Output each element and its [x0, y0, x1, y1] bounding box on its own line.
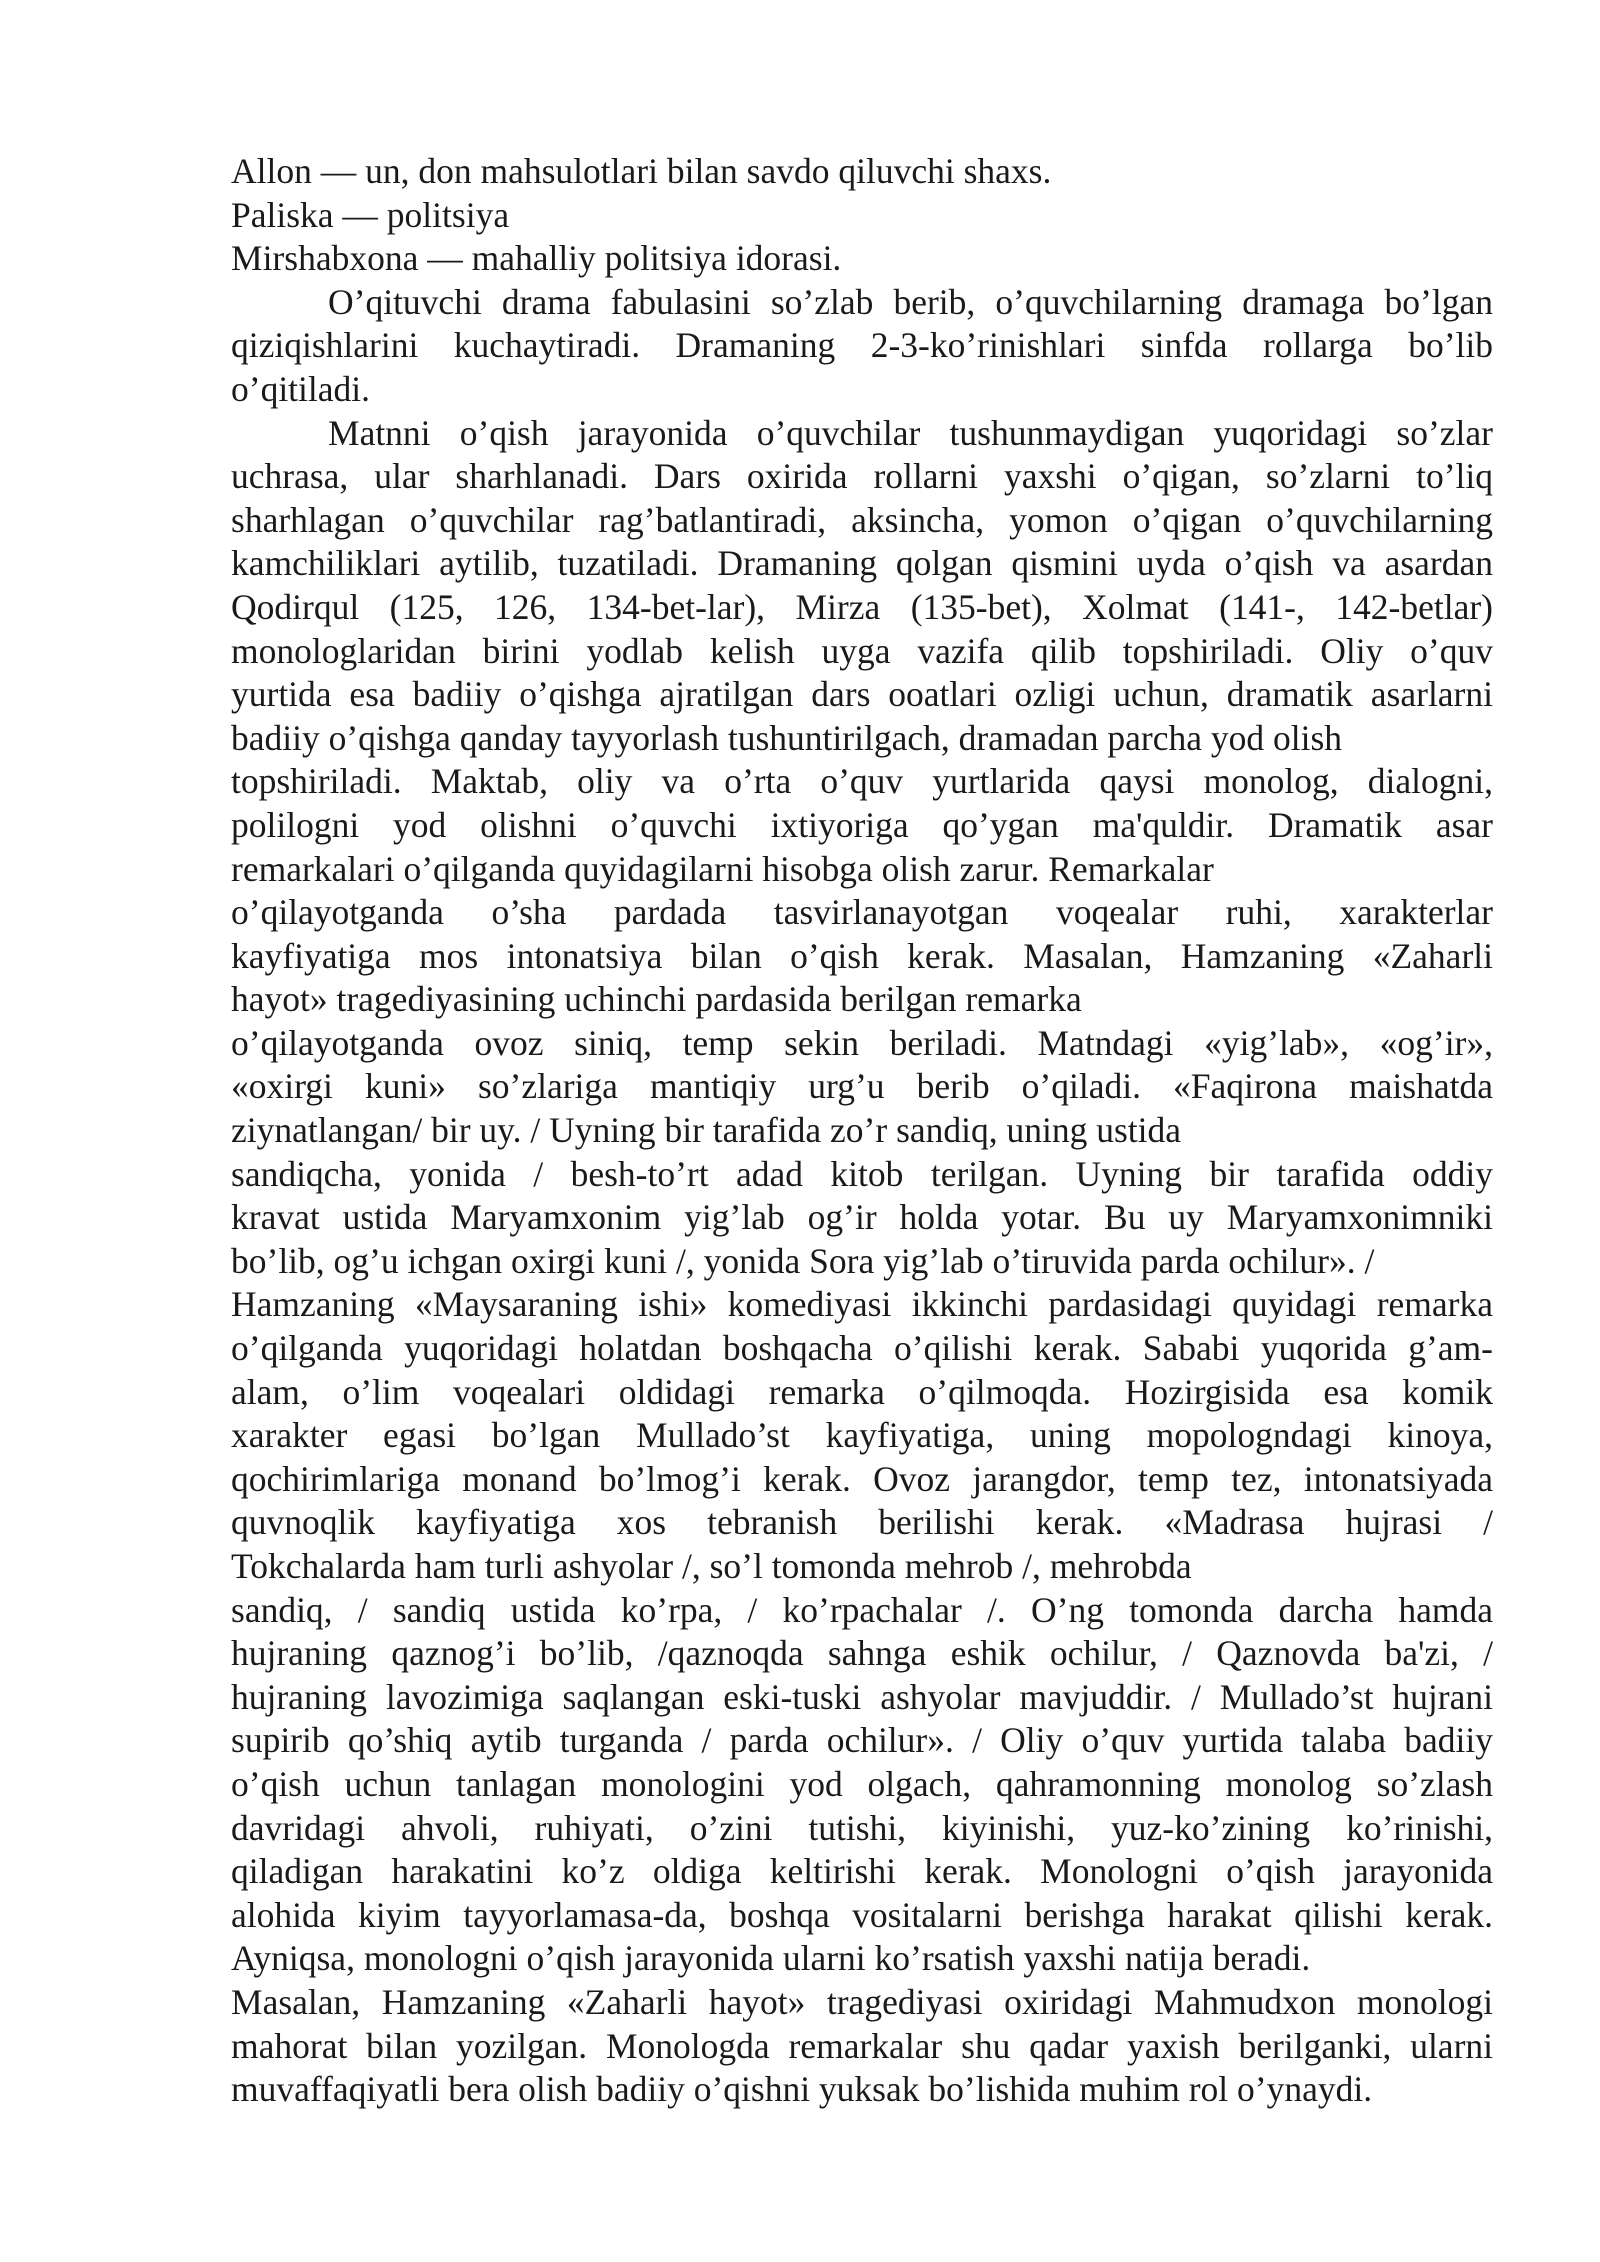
text-line: kravat ustida Maryamxonim yig’lab og’ir holda yotar. Bu uy Maryamxonimniki: [231, 1197, 1493, 1238]
text-line: Mirshabxona — mahalliy politsiya idorasi.: [231, 238, 842, 279]
text-line: o’qitiladi.: [231, 368, 371, 409]
text-line: muvaffaqiyatli bera olish badiiy o’qishni yuksak bo’lishida muhim rol o’ynaydi.: [231, 2069, 1373, 2110]
text-line: o’qilganda yuqoridagi holatdan boshqacha o’qilishi kerak. Sababi yuqorida g’am-: [231, 1328, 1493, 1369]
text-line: mahorat bilan yozilgan. Monologda remarkalar shu qadar yaxish berilganki, ularni: [231, 2025, 1493, 2066]
text-line: sandiqcha, yonida / besh-to’rt adad kitob terilgan. Uyning bir tarafida oddiy: [231, 1153, 1493, 1194]
text-line: badiiy o’qishga qanday tayyorlash tushuntirilgach, dramadan parcha yod olish: [231, 717, 1343, 758]
text-line: hujraning qaznog’i bo’lib, /qaznoqda sahnga eshik ochilur, / Qaznovda ba'zi, /: [231, 1633, 1493, 1674]
text-line: qiziqishlarini kuchaytiradi. Dramaning 2-3-ko’rinishlari sinfda rollarga bo’lib: [231, 325, 1493, 366]
text-line: kamchiliklari aytilib, tuzatiladi. Dramaning qolgan qismini uyda o’qish va asardan: [231, 543, 1493, 584]
text-line: topshiriladi. Maktab, oliy va o’rta o’quv yurtlarida qaysi monolog, dialogni,: [231, 761, 1493, 802]
text-line: alam, o’lim voqealari oldidagi remarka o’qilmoqda. Hozirgisida esa komik: [231, 1371, 1493, 1412]
text-line: hayot» tragediyasining uchinchi pardasida berilgan remarka: [231, 979, 1082, 1020]
text-line: alohida kiyim tayyorlamasa-da, boshqa vositalarni berishga harakat qilishi kerak.: [231, 1894, 1493, 1935]
text-line: o’qilayotganda o’sha pardada tasvirlanayotgan voqealar ruhi, xarakterlar: [231, 892, 1493, 933]
text-line: hujraning lavozimiga saqlangan eski-tuski ashyolar mavjuddir. / Mullado’st hujrani: [231, 1676, 1493, 1717]
text-line: monologlaridan birini yodlab kelish uyga vazifa qilib topshiriladi. Oliy o’quv: [231, 630, 1493, 671]
text-line: davridagi ahvoli, ruhiyati, o’zini tutishi, kiyinishi, yuz-ko’zining ko’rinishi,: [231, 1807, 1493, 1848]
text-line: remarkalari o’qilganda quyidagilarni hisobga olish zarur. Remarkalar: [231, 848, 1214, 889]
text-line: bo’lib, og’u ichgan oxirgi kuni /, yonida Sora yig’lab o’tiruvida parda ochilur». /: [231, 1240, 1375, 1281]
document-body-text: [231, 150, 1493, 2112]
text-line: Masalan, Hamzaning «Zaharli hayot» tragediyasi oxiridagi Mahmudxon monologi: [231, 1981, 1493, 2022]
text-line: Qodirqul (125, 126, 134-bet-lar), Mirza (135-bet), Xolmat (141-, 142-betlar): [231, 586, 1493, 627]
text-line: xarakter egasi bo’lgan Mullado’st kayfiyatiga, uning mopologndagi kinoya,: [231, 1415, 1493, 1456]
text-line: kayfiyatiga mos intonatsiya bilan o’qish kerak. Masalan, Hamzaning «Zaharli: [231, 935, 1493, 976]
text-line: Paliska — politsiya: [231, 194, 510, 235]
text-line: Ayniqsa, monologni o’qish jarayonida ularni ko’rsatish yaxshi natija beradi.: [231, 1938, 1311, 1979]
text-line: supirib qo’shiq aytib turganda / parda ochilur». / Oliy o’quv yurtida talaba badiiy: [231, 1720, 1493, 1761]
text-line: sandiq, / sandiq ustida ko’rpa, / ko’rpachalar /. O’ng tomonda darcha hamda: [231, 1589, 1493, 1630]
text-line: o’qilayotganda ovoz siniq, temp sekin beriladi. Matndagi «yig’lab», «og’ir»,: [231, 1022, 1493, 1063]
text-line: yurtida esa badiiy o’qishga ajratilgan dars ooatlari ozligi uchun, dramatik asarlarni: [231, 674, 1493, 715]
text-line: qiladigan harakatini ko’z oldiga keltirishi kerak. Monologni o’qish jarayonida: [231, 1851, 1493, 1892]
text-line: polilogni yod olishni o’quvchi ixtiyoriga qo’ygan ma'quldir. Dramatik asar: [231, 804, 1493, 845]
text-line: o’qish uchun tanlagan monologini yod olgach, qahramonning monolog so’zlash: [231, 1763, 1493, 1804]
text-line: Hamzaning «Maysaraning ishi» komediyasi ikkinchi pardasidagi quyidagi remarka: [231, 1284, 1493, 1325]
text-line: quvnoqlik kayfiyatiga xos tebranish berilishi kerak. «Madrasa hujrasi /: [231, 1502, 1493, 1543]
text-line: Tokchalarda ham turli ashyolar /, so’l tomonda mehrob /, mehrobda: [231, 1546, 1192, 1586]
text-line: «oxirgi kuni» so’zlariga mantiqiy urg’u berib o’qiladi. «Faqirona maishatda: [231, 1066, 1493, 1107]
text-line: O’qituvchi drama fabulasini so’zlab berib, o’quvchilarning dramaga bo’lgan: [328, 281, 1493, 322]
text-line: Allon — un, don mahsulotlari bilan savdo qiluvchi shaxs.: [231, 151, 1052, 191]
text-line: qochirimlariga monand bo’lmog’i kerak. Ovoz jarangdor, temp tez, intonatsiyada: [231, 1458, 1493, 1499]
text-line: Matnni o’qish jarayonida o’quvchilar tushunmaydigan yuqoridagi so’zlar: [328, 412, 1493, 453]
text-line: sharhlagan o’quvchilar rag’batlantiradi, aksincha, yomon o’qigan o’quvchilarning: [231, 499, 1493, 540]
document-page: [231, 150, 1493, 2112]
text-line: uchrasa, ular sharhlanadi. Dars oxirida rollarni yaxshi o’qigan, so’zlarni to’liq: [231, 456, 1493, 497]
text-line: ziynatlangan/ bir uy. / Uyning bir tarafida zo’r sandiq, uning ustida: [231, 1110, 1182, 1151]
